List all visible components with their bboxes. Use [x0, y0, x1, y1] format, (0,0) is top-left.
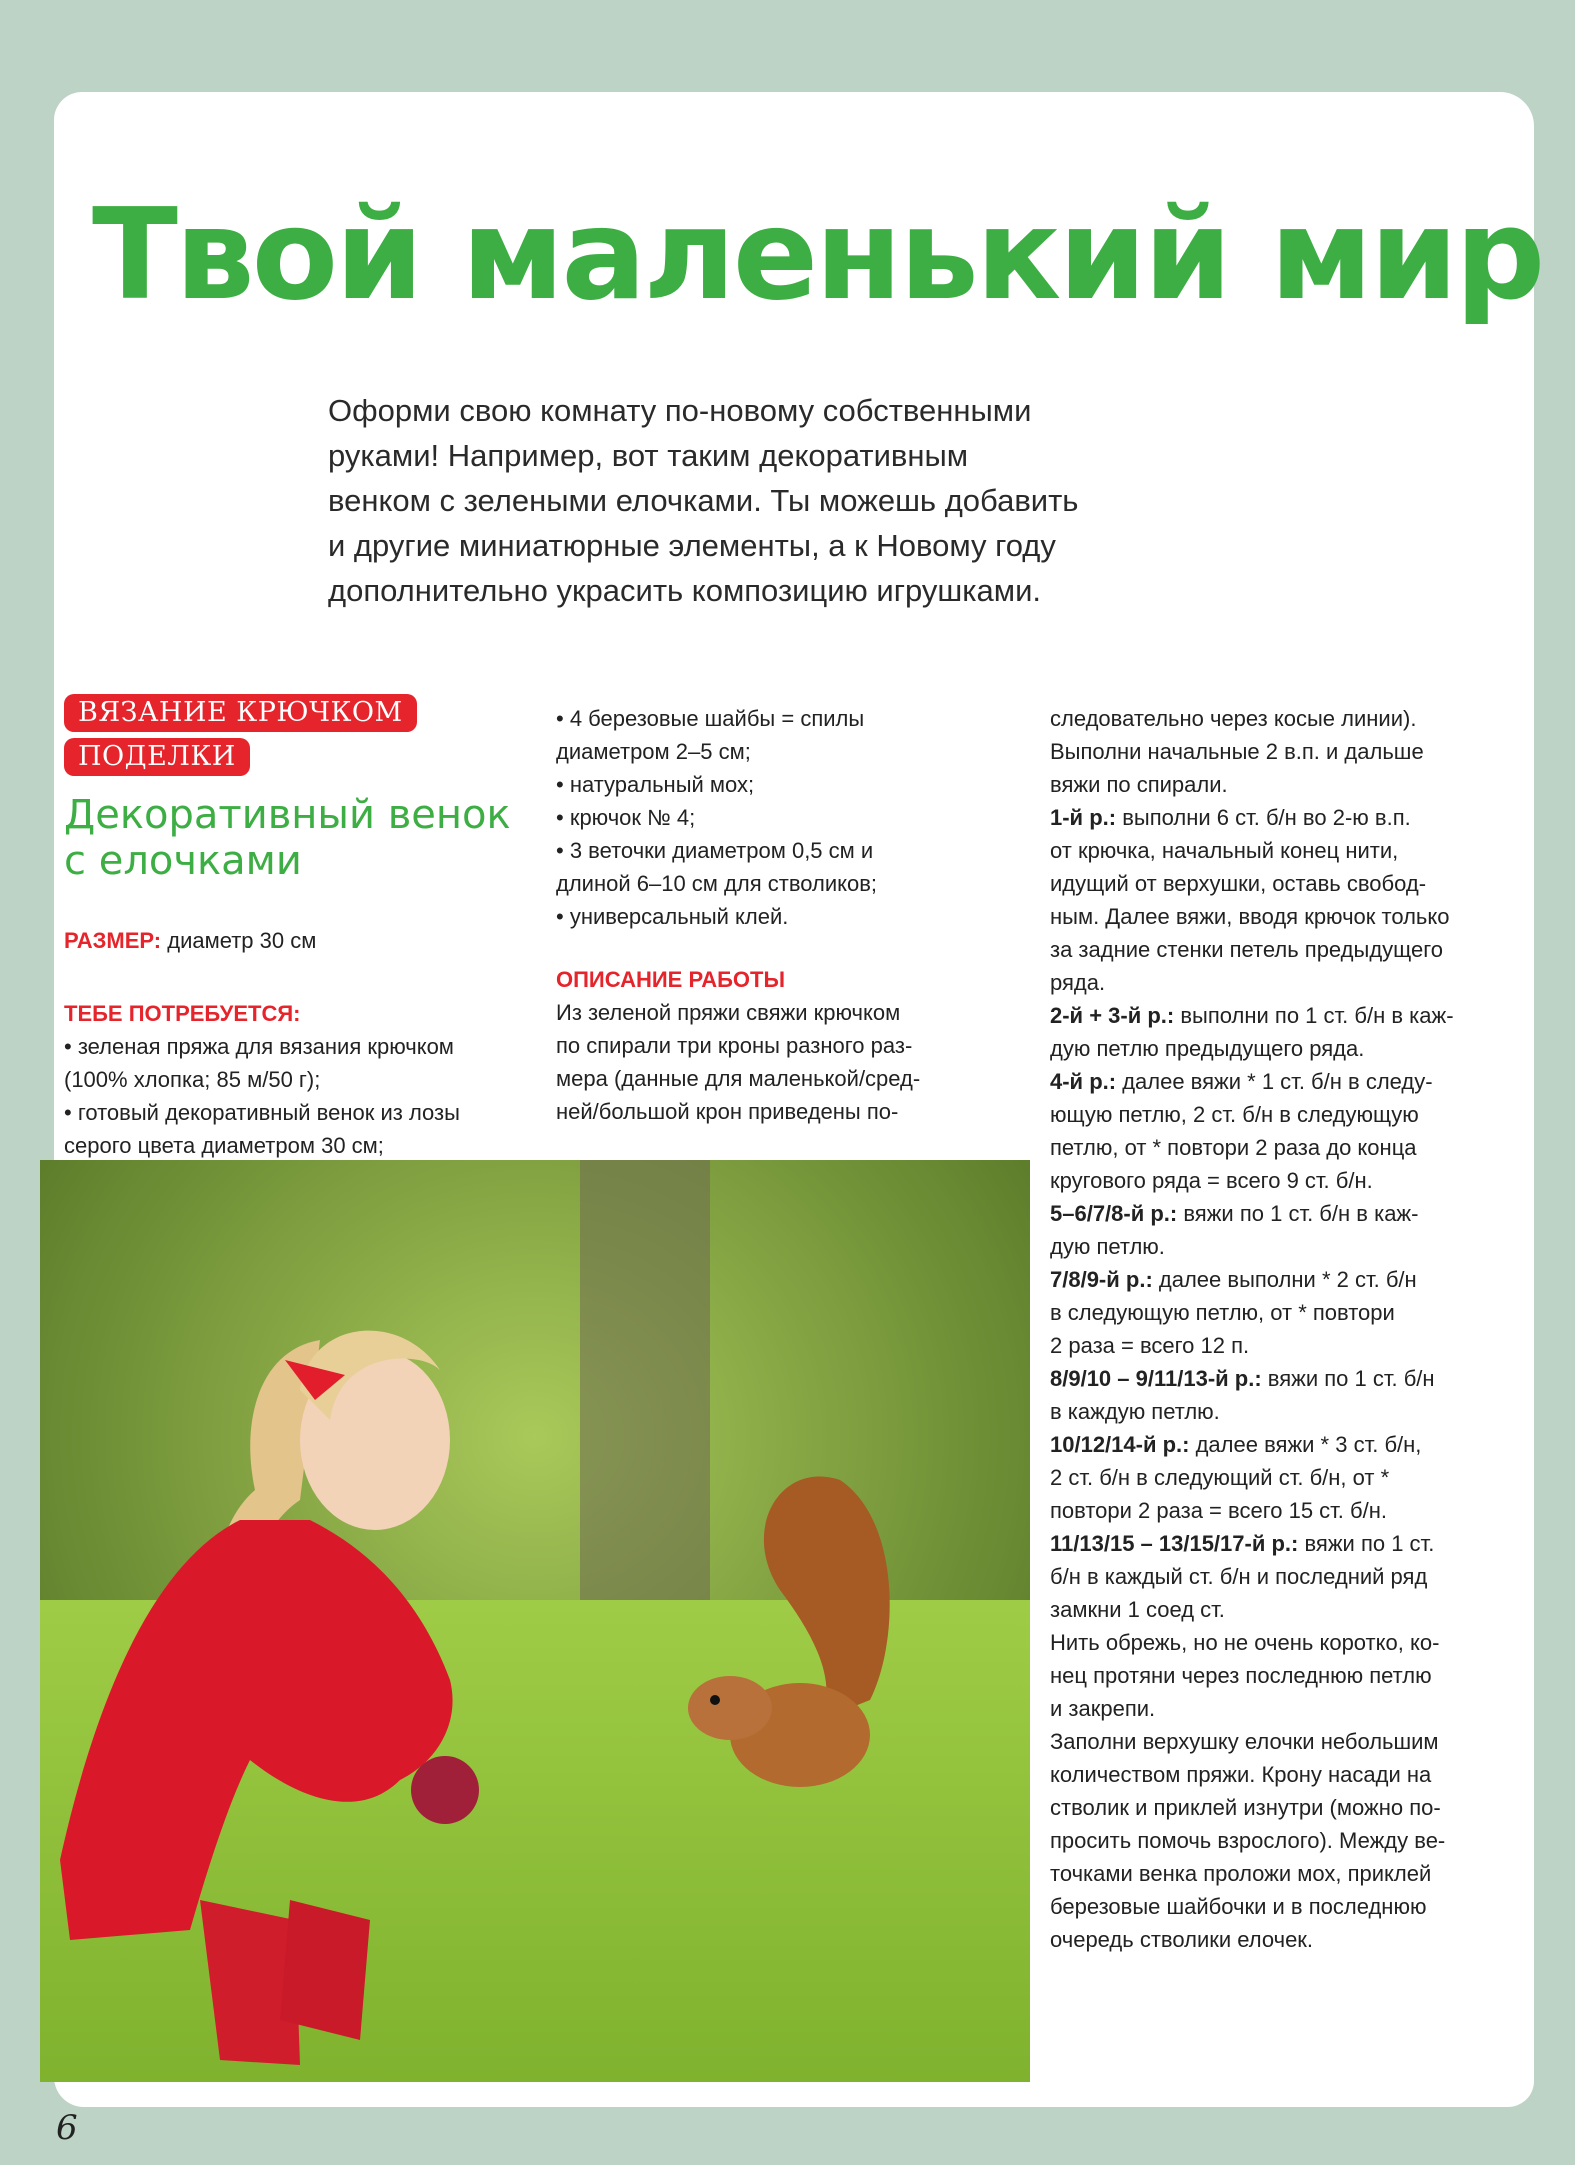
instruction-line [1050, 1395, 1520, 1428]
instruction-line [1050, 768, 1520, 801]
row-text: выполни 6 ст. б/н во 2-ю в.п. [1116, 805, 1411, 830]
intro-line: Оформи свою комнату по-новому собственными [328, 393, 1032, 428]
instruction-line [1050, 702, 1520, 735]
row-text: в следующую петлю, от * повтори [1050, 1300, 1395, 1325]
row-text: очередь стволики елочек. [1050, 1927, 1314, 1952]
instruction-line [1050, 1527, 1520, 1560]
row-label: 4-й р.: [1050, 1069, 1117, 1094]
row-label: 7/8/9-й р.: [1050, 1267, 1153, 1292]
instruction-line [1050, 834, 1520, 867]
materials-line: серого цвета диаметром 30 см; [64, 1133, 384, 1158]
row-text: количеством пряжи. Крону насади на [1050, 1762, 1432, 1787]
row-text: дую петлю предыдущего ряда. [1050, 1036, 1365, 1061]
row-label: 5–6/7/8-й р.: [1050, 1201, 1178, 1226]
row-text: замкни 1 соед ст. [1050, 1597, 1225, 1622]
row-text: ряда. [1050, 970, 1106, 995]
instruction-line [1050, 999, 1520, 1032]
instruction-line [1050, 1560, 1520, 1593]
materials-list-left [64, 1030, 534, 1162]
instruction-line [1050, 1263, 1520, 1296]
work-text-middle [556, 996, 1006, 1128]
row-text: стволик и приклей изнутри (можно по- [1050, 1795, 1441, 1820]
row-text: ным. Далее вяжи, вводя крючок только [1050, 904, 1450, 929]
instruction-line [1050, 1428, 1520, 1461]
middle-column [556, 702, 1006, 1128]
photo-girl-with-squirrel [40, 1160, 1030, 2082]
row-text: ющую петлю, 2 ст. б/н в следующую [1050, 1102, 1419, 1127]
project-title [64, 792, 534, 884]
row-label: 8/9/10 – 9/11/13-й р.: [1050, 1366, 1262, 1391]
row-text: точками венка проложи мох, приклей [1050, 1861, 1432, 1886]
materials-line: • зеленая пряжа для вязания крючком [64, 1034, 454, 1059]
row-text: Заполни верхушку елочки небольшим [1050, 1729, 1439, 1754]
instruction-line [1050, 1692, 1520, 1725]
row-text: следовательно через косые линии). [1050, 706, 1417, 731]
materials-list-middle [556, 702, 1006, 933]
row-text: и закрепи. [1050, 1696, 1156, 1721]
row-text: 2 ст. б/н в следующий ст. б/н, от * [1050, 1465, 1390, 1490]
instruction-line [1050, 1923, 1520, 1956]
instruction-line [1050, 1890, 1520, 1923]
size-value: диаметр 30 см [161, 928, 317, 953]
instruction-line [1050, 900, 1520, 933]
materials-line: длиной 6–10 см для стволиков; [556, 871, 878, 896]
row-text: дую петлю. [1050, 1234, 1165, 1259]
intro-line: руками! Например, вот таким декоративным [328, 438, 969, 473]
row-text: вяжи по спирали. [1050, 772, 1228, 797]
row-text: просить помочь взрослого). Между ве- [1050, 1828, 1446, 1853]
row-label: 10/12/14-й р.: [1050, 1432, 1190, 1457]
row-text: далее вяжи * 1 ст. б/н в следу- [1116, 1069, 1433, 1094]
work-line: Из зеленой пряжи свяжи крючком [556, 1000, 901, 1025]
work-line: по спирали три кроны разного раз- [556, 1033, 913, 1058]
project-title-line: Декоративный венок [64, 792, 511, 838]
photo-illustration [40, 1160, 1030, 2082]
work-line: ней/большой крон приведены по- [556, 1099, 899, 1124]
row-text: б/н в каждый ст. б/н и последний ряд [1050, 1564, 1428, 1589]
materials-line: • универсальный клей. [556, 904, 789, 929]
intro-line: и другие миниатюрные элементы, а к Новому году [328, 528, 1056, 563]
row-text: повтори 2 раза = всего 15 ст. б/н. [1050, 1498, 1388, 1523]
materials-line: диаметром 2–5 см; [556, 739, 751, 764]
row-text: выполни по 1 ст. б/н в каж- [1174, 1003, 1454, 1028]
instruction-line [1050, 735, 1520, 768]
instruction-line [1050, 1494, 1520, 1527]
materials-line: • 3 веточки диаметром 0,5 см и [556, 838, 874, 863]
page-number: 6 [56, 2108, 78, 2148]
row-text: Нить обрежь, но не очень коротко, ко- [1050, 1630, 1440, 1655]
project-title-line: с елочками [64, 838, 302, 884]
instruction-line [1050, 1098, 1520, 1131]
instruction-line [1050, 1296, 1520, 1329]
instruction-line [1050, 1461, 1520, 1494]
row-text: кругового ряда = всего 9 ст. б/н. [1050, 1168, 1373, 1193]
instruction-line [1050, 1725, 1520, 1758]
instruction-line [1050, 1758, 1520, 1791]
instruction-line [1050, 1824, 1520, 1857]
row-text: вяжи по 1 ст. [1298, 1531, 1435, 1556]
row-label: 1-й р.: [1050, 805, 1117, 830]
intro-paragraph [328, 388, 1228, 613]
tree-trunk [580, 1160, 710, 1640]
intro-line: венком с зелеными елочками. Ты можешь добавить [328, 483, 1079, 518]
row-text: вяжи по 1 ст. б/н в каж- [1177, 1201, 1419, 1226]
row-text: идущий от верхушки, оставь свобод- [1050, 871, 1427, 896]
instruction-line [1050, 801, 1520, 834]
instruction-line [1050, 1791, 1520, 1824]
row-text: далее выполни * 2 ст. б/н [1152, 1267, 1417, 1292]
row-text: нец протяни через последнюю петлю [1050, 1663, 1432, 1688]
row-text: в каждую петлю. [1050, 1399, 1220, 1424]
row-text: березовые шайбочки и в последнюю [1050, 1894, 1427, 1919]
work-heading: ОПИСАНИЕ РАБОТЫ [556, 967, 785, 992]
instruction-line [1050, 1065, 1520, 1098]
instruction-line [1050, 1329, 1520, 1362]
instruction-line [1050, 1131, 1520, 1164]
left-column [64, 694, 534, 1162]
instruction-line [1050, 1230, 1520, 1263]
materials-line: • крючок № 4; [556, 805, 696, 830]
row-text: Выполни начальные 2 в.п. и дальше [1050, 739, 1424, 764]
page-title: Твой маленький мир [92, 181, 1543, 328]
materials-line: (100% хлопка; 85 м/50 г); [64, 1067, 321, 1092]
intro-line: дополнительно украсить композицию игрушками. [328, 573, 1042, 608]
instruction-line [1050, 1164, 1520, 1197]
size-label: РАЗМЕР: [64, 928, 162, 953]
right-column [1050, 702, 1520, 1956]
instruction-line [1050, 1197, 1520, 1230]
instruction-line [1050, 1362, 1520, 1395]
instruction-line [1050, 1593, 1520, 1626]
materials-line: • готовый декоративный венок из лозы [64, 1100, 460, 1125]
instruction-line [1050, 867, 1520, 900]
size-line [64, 924, 534, 957]
row-text: 2 раза = всего 12 п. [1050, 1333, 1250, 1358]
instruction-line [1050, 1032, 1520, 1065]
instruction-line [1050, 1857, 1520, 1890]
instruction-line [1050, 933, 1520, 966]
instruction-line [1050, 1659, 1520, 1692]
row-text: от крючка, начальный конец нити, [1050, 838, 1399, 863]
row-text: петлю, от * повтори 2 раза до конца [1050, 1135, 1417, 1160]
materials-heading: ТЕБЕ ПОТРЕБУЕТСЯ: [64, 1001, 301, 1026]
instruction-line [1050, 966, 1520, 999]
row-label: 11/13/15 – 13/15/17-й р.: [1050, 1531, 1299, 1556]
row-text: вяжи по 1 ст. б/н [1261, 1366, 1435, 1391]
row-text: далее вяжи * 3 ст. б/н, [1189, 1432, 1422, 1457]
instruction-line [1050, 1626, 1520, 1659]
row-text: за задние стенки петель предыдущего [1050, 937, 1444, 962]
materials-line: • натуральный мох; [556, 772, 755, 797]
category-tag-crochet: ВЯЗАНИЕ КРЮЧКОМ [64, 694, 417, 732]
category-tag-crafts: ПОДЕЛКИ [64, 738, 250, 776]
materials-line: • 4 березовые шайбы = спилы [556, 706, 865, 731]
work-line: мера (данные для маленькой/сред- [556, 1066, 921, 1091]
row-label: 2-й + 3-й р.: [1050, 1003, 1175, 1028]
